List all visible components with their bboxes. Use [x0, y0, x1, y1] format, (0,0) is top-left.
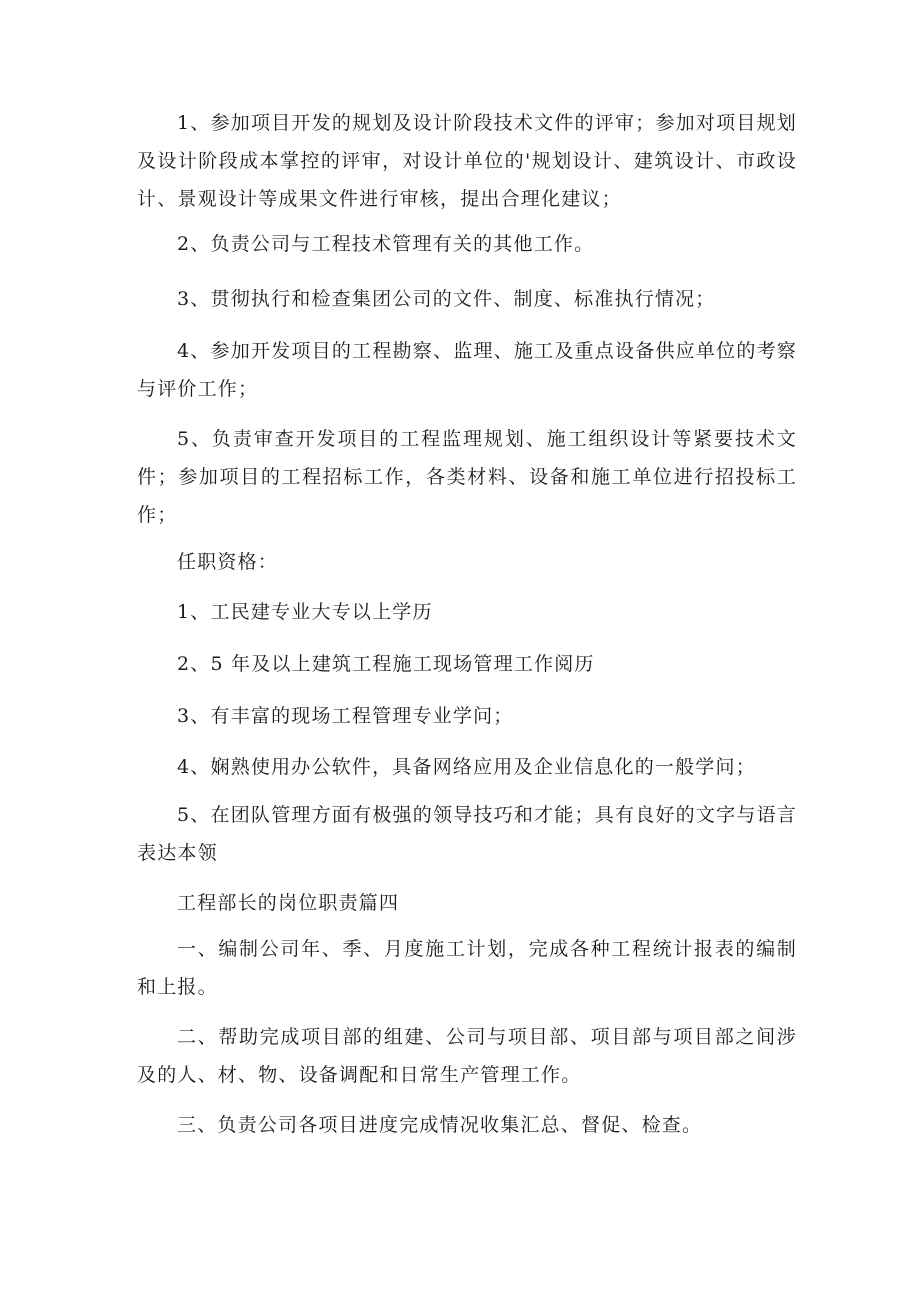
- section-title: 工程部长的岗位职责篇四: [177, 892, 400, 914]
- paragraph-duty-3: 3、贯彻执行和检查集团公司的文件、制度、标准执行情况；: [177, 288, 716, 310]
- paragraph-duty-2: 2、负责公司与工程技术管理有关的其他工作。: [177, 233, 595, 255]
- paragraph-item-3: 三、负责公司各项目进度完成情况收集汇总、督促、检查。: [177, 1114, 703, 1136]
- paragraph-qualification-3: 3、有丰富的现场工程管理专业学问；: [177, 705, 514, 727]
- paragraph-qualification-1: 1、工民建专业大专以上学历: [177, 601, 433, 623]
- paragraph-item-2: 二、帮助完成项目部的组建、公司与项目部、项目部与项目部之间涉及的人、材、物、设备调配和日常生产管理工作。: [137, 1026, 797, 1086]
- paragraph-qualification-4: 4、娴熟使用办公软件，具备网络应用及企业信息化的一般学问；: [177, 756, 756, 778]
- paragraph-item-1: 一、编制公司年、季、月度施工计划，完成各种工程统计报表的编制和上报。: [137, 938, 797, 998]
- paragraph-duty-1: 1、参加项目开发的规划及设计阶段技术文件的评审；参加对项目规划及设计阶段成本掌控的评审，对设计单位的'规划设计、建筑设计、市政设计、景观设计等成果文件进行审核，提出合理化建议；: [137, 112, 797, 210]
- paragraph-qualification-5: 5、在团队管理方面有极强的领导技巧和才能；具有良好的文字与语言表达本领: [137, 804, 797, 864]
- heading-qualifications: 任职资格：: [177, 551, 279, 573]
- paragraph-qualification-2: 2、5 年及以上建筑工程施工现场管理工作阅历: [177, 653, 595, 675]
- paragraph-duty-5: 5、负责审查开发项目的工程监理规划、施工组织设计等紧要技术文件；参加项目的工程招标工作，各类材料、设备和施工单位进行招投标工作；: [137, 428, 797, 526]
- paragraph-duty-4: 4、参加开发项目的工程勘察、监理、施工及重点设备供应单位的考察与评价工作；: [137, 340, 797, 400]
